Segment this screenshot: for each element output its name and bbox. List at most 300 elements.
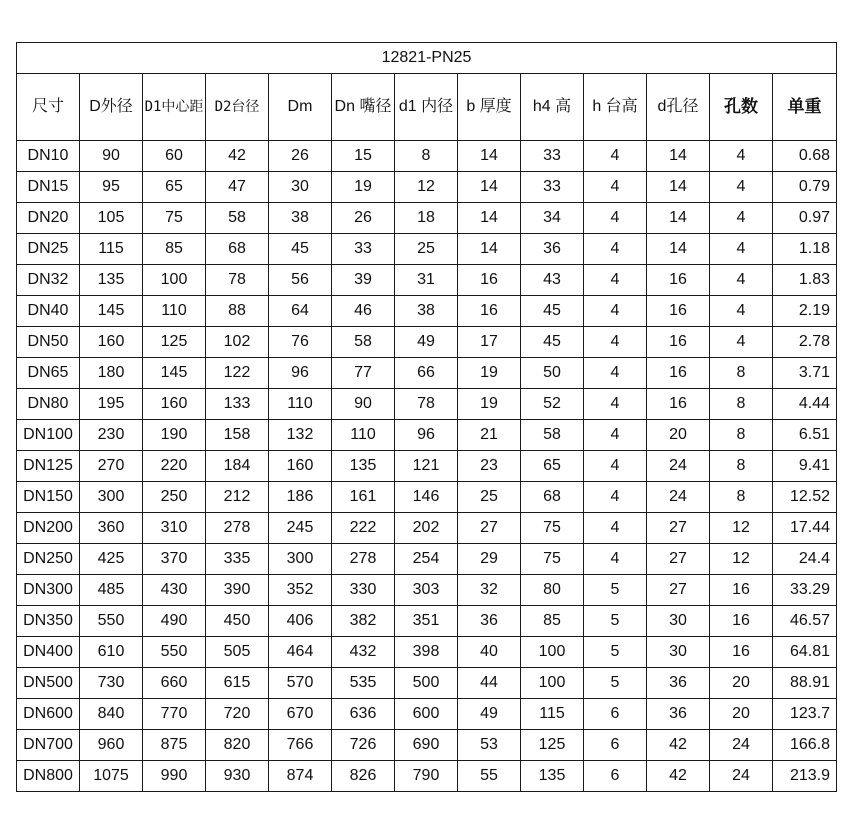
cell-inner-diameter: 78	[395, 389, 458, 420]
cell-unit-weight: 2.78	[773, 327, 837, 358]
cell-bolt-circle: 125	[143, 327, 206, 358]
cell-bolt-hole-diameter: 30	[647, 606, 710, 637]
cell-hole-count: 16	[710, 637, 773, 668]
cell-dm: 30	[269, 172, 332, 203]
table-row	[17, 544, 837, 575]
cell-neck-diameter: 636	[332, 699, 395, 730]
cell-thickness: 40	[458, 637, 521, 668]
cell-raised-face-diameter: 88	[206, 296, 269, 327]
cell-face-height: 5	[584, 668, 647, 699]
header-raised-face-diameter: D2台径	[206, 74, 269, 141]
cell-dm: 874	[269, 761, 332, 792]
cell-face-height: 4	[584, 482, 647, 513]
cell-bolt-hole-diameter: 16	[647, 358, 710, 389]
cell-face-height: 4	[584, 203, 647, 234]
cell-size: DN400	[17, 637, 80, 668]
cell-bolt-hole-diameter: 14	[647, 141, 710, 172]
cell-bolt-hole-diameter: 14	[647, 203, 710, 234]
cell-thickness: 19	[458, 389, 521, 420]
cell-unit-weight: 33.29	[773, 575, 837, 606]
cell-size: DN700	[17, 730, 80, 761]
cell-size: DN20	[17, 203, 80, 234]
cell-face-height: 4	[584, 327, 647, 358]
cell-size: DN150	[17, 482, 80, 513]
table-title-row	[17, 43, 837, 74]
cell-face-height: 5	[584, 575, 647, 606]
cell-hole-count: 8	[710, 451, 773, 482]
cell-bolt-circle: 60	[143, 141, 206, 172]
cell-outer-diameter: 840	[80, 699, 143, 730]
cell-raised-face-diameter: 42	[206, 141, 269, 172]
cell-hole-count: 24	[710, 730, 773, 761]
cell-bolt-circle: 220	[143, 451, 206, 482]
cell-neck-diameter: 826	[332, 761, 395, 792]
cell-thickness: 16	[458, 296, 521, 327]
cell-raised-face-diameter: 820	[206, 730, 269, 761]
cell-h4-height: 52	[521, 389, 584, 420]
cell-size: DN300	[17, 575, 80, 606]
cell-bolt-circle: 250	[143, 482, 206, 513]
cell-outer-diameter: 960	[80, 730, 143, 761]
cell-outer-diameter: 485	[80, 575, 143, 606]
cell-neck-diameter: 33	[332, 234, 395, 265]
cell-dm: 352	[269, 575, 332, 606]
cell-raised-face-diameter: 68	[206, 234, 269, 265]
cell-dm: 38	[269, 203, 332, 234]
table-row	[17, 389, 837, 420]
cell-size: DN350	[17, 606, 80, 637]
cell-inner-diameter: 500	[395, 668, 458, 699]
cell-thickness: 27	[458, 513, 521, 544]
cell-bolt-circle: 65	[143, 172, 206, 203]
table-row	[17, 420, 837, 451]
cell-dm: 300	[269, 544, 332, 575]
cell-face-height: 5	[584, 637, 647, 668]
flange-spec-table-container	[16, 42, 836, 792]
cell-bolt-circle: 875	[143, 730, 206, 761]
cell-hole-count: 8	[710, 358, 773, 389]
cell-thickness: 32	[458, 575, 521, 606]
header-bolt-circle: D1中心距	[143, 74, 206, 141]
cell-dm: 670	[269, 699, 332, 730]
cell-outer-diameter: 360	[80, 513, 143, 544]
header-neck-diameter: Dn 嘴径	[332, 74, 395, 141]
cell-bolt-hole-diameter: 16	[647, 389, 710, 420]
cell-thickness: 36	[458, 606, 521, 637]
cell-h4-height: 115	[521, 699, 584, 730]
header-h4-height: h4 高	[521, 74, 584, 141]
cell-bolt-hole-diameter: 16	[647, 327, 710, 358]
cell-unit-weight: 12.52	[773, 482, 837, 513]
cell-inner-diameter: 31	[395, 265, 458, 296]
cell-face-height: 4	[584, 265, 647, 296]
cell-unit-weight: 2.19	[773, 296, 837, 327]
cell-unit-weight: 17.44	[773, 513, 837, 544]
cell-neck-diameter: 330	[332, 575, 395, 606]
table-row	[17, 451, 837, 482]
cell-neck-diameter: 90	[332, 389, 395, 420]
cell-unit-weight: 24.4	[773, 544, 837, 575]
cell-inner-diameter: 254	[395, 544, 458, 575]
cell-size: DN10	[17, 141, 80, 172]
cell-unit-weight: 123.7	[773, 699, 837, 730]
cell-inner-diameter: 202	[395, 513, 458, 544]
cell-neck-diameter: 222	[332, 513, 395, 544]
cell-unit-weight: 0.97	[773, 203, 837, 234]
header-thickness: b 厚度	[458, 74, 521, 141]
header-unit-weight: 单重	[773, 74, 837, 141]
cell-h4-height: 68	[521, 482, 584, 513]
cell-hole-count: 12	[710, 544, 773, 575]
cell-neck-diameter: 26	[332, 203, 395, 234]
cell-inner-diameter: 790	[395, 761, 458, 792]
cell-h4-height: 33	[521, 141, 584, 172]
cell-hole-count: 8	[710, 389, 773, 420]
cell-raised-face-diameter: 615	[206, 668, 269, 699]
cell-outer-diameter: 550	[80, 606, 143, 637]
cell-bolt-circle: 85	[143, 234, 206, 265]
cell-dm: 64	[269, 296, 332, 327]
cell-outer-diameter: 1075	[80, 761, 143, 792]
table-row	[17, 265, 837, 296]
cell-size: DN50	[17, 327, 80, 358]
cell-unit-weight: 3.71	[773, 358, 837, 389]
cell-unit-weight: 46.57	[773, 606, 837, 637]
table-row	[17, 234, 837, 265]
header-bolt-hole-diameter: d孔径	[647, 74, 710, 141]
cell-bolt-circle: 75	[143, 203, 206, 234]
cell-h4-height: 43	[521, 265, 584, 296]
cell-inner-diameter: 121	[395, 451, 458, 482]
table-row	[17, 203, 837, 234]
cell-hole-count: 16	[710, 606, 773, 637]
cell-dm: 96	[269, 358, 332, 389]
cell-thickness: 29	[458, 544, 521, 575]
cell-inner-diameter: 66	[395, 358, 458, 389]
cell-size: DN600	[17, 699, 80, 730]
cell-hole-count: 8	[710, 482, 773, 513]
cell-thickness: 14	[458, 234, 521, 265]
cell-size: DN250	[17, 544, 80, 575]
cell-inner-diameter: 18	[395, 203, 458, 234]
cell-outer-diameter: 230	[80, 420, 143, 451]
cell-size: DN125	[17, 451, 80, 482]
cell-hole-count: 4	[710, 203, 773, 234]
cell-face-height: 4	[584, 172, 647, 203]
cell-thickness: 14	[458, 172, 521, 203]
cell-bolt-circle: 660	[143, 668, 206, 699]
cell-face-height: 4	[584, 420, 647, 451]
cell-dm: 110	[269, 389, 332, 420]
cell-bolt-hole-diameter: 14	[647, 234, 710, 265]
cell-inner-diameter: 8	[395, 141, 458, 172]
cell-thickness: 25	[458, 482, 521, 513]
cell-unit-weight: 0.79	[773, 172, 837, 203]
cell-bolt-circle: 190	[143, 420, 206, 451]
cell-neck-diameter: 135	[332, 451, 395, 482]
table-row	[17, 141, 837, 172]
cell-raised-face-diameter: 930	[206, 761, 269, 792]
cell-outer-diameter: 135	[80, 265, 143, 296]
cell-raised-face-diameter: 78	[206, 265, 269, 296]
cell-dm: 26	[269, 141, 332, 172]
cell-outer-diameter: 300	[80, 482, 143, 513]
cell-bolt-hole-diameter: 42	[647, 730, 710, 761]
cell-dm: 45	[269, 234, 332, 265]
cell-hole-count: 4	[710, 296, 773, 327]
header-size: 尺寸	[17, 74, 80, 141]
cell-size: DN65	[17, 358, 80, 389]
cell-face-height: 6	[584, 699, 647, 730]
table-row	[17, 761, 837, 792]
cell-dm: 186	[269, 482, 332, 513]
cell-hole-count: 4	[710, 327, 773, 358]
table-row	[17, 575, 837, 606]
cell-h4-height: 65	[521, 451, 584, 482]
cell-h4-height: 85	[521, 606, 584, 637]
cell-unit-weight: 88.91	[773, 668, 837, 699]
cell-inner-diameter: 12	[395, 172, 458, 203]
cell-bolt-hole-diameter: 36	[647, 699, 710, 730]
cell-bolt-hole-diameter: 42	[647, 761, 710, 792]
cell-neck-diameter: 58	[332, 327, 395, 358]
cell-inner-diameter: 351	[395, 606, 458, 637]
cell-h4-height: 80	[521, 575, 584, 606]
cell-h4-height: 125	[521, 730, 584, 761]
table-title: 12821-PN25	[17, 43, 837, 74]
cell-thickness: 55	[458, 761, 521, 792]
table-row	[17, 172, 837, 203]
cell-neck-diameter: 39	[332, 265, 395, 296]
cell-outer-diameter: 160	[80, 327, 143, 358]
cell-raised-face-diameter: 58	[206, 203, 269, 234]
cell-neck-diameter: 15	[332, 141, 395, 172]
cell-bolt-hole-diameter: 16	[647, 265, 710, 296]
cell-unit-weight: 1.83	[773, 265, 837, 296]
cell-h4-height: 33	[521, 172, 584, 203]
cell-bolt-circle: 430	[143, 575, 206, 606]
cell-inner-diameter: 146	[395, 482, 458, 513]
cell-h4-height: 75	[521, 544, 584, 575]
cell-bolt-circle: 990	[143, 761, 206, 792]
cell-thickness: 53	[458, 730, 521, 761]
table-row	[17, 699, 837, 730]
cell-face-height: 5	[584, 606, 647, 637]
cell-thickness: 14	[458, 141, 521, 172]
cell-bolt-circle: 100	[143, 265, 206, 296]
cell-h4-height: 135	[521, 761, 584, 792]
cell-thickness: 19	[458, 358, 521, 389]
cell-inner-diameter: 303	[395, 575, 458, 606]
cell-size: DN800	[17, 761, 80, 792]
cell-bolt-hole-diameter: 30	[647, 637, 710, 668]
cell-dm: 464	[269, 637, 332, 668]
cell-bolt-circle: 110	[143, 296, 206, 327]
cell-face-height: 4	[584, 544, 647, 575]
cell-size: DN15	[17, 172, 80, 203]
cell-hole-count: 16	[710, 575, 773, 606]
cell-size: DN200	[17, 513, 80, 544]
cell-bolt-circle: 550	[143, 637, 206, 668]
cell-outer-diameter: 425	[80, 544, 143, 575]
cell-h4-height: 34	[521, 203, 584, 234]
cell-thickness: 17	[458, 327, 521, 358]
flange-spec-table	[16, 42, 837, 792]
cell-bolt-circle: 310	[143, 513, 206, 544]
cell-unit-weight: 64.81	[773, 637, 837, 668]
cell-size: DN40	[17, 296, 80, 327]
cell-outer-diameter: 730	[80, 668, 143, 699]
cell-hole-count: 20	[710, 668, 773, 699]
cell-raised-face-diameter: 158	[206, 420, 269, 451]
cell-size: DN32	[17, 265, 80, 296]
cell-dm: 160	[269, 451, 332, 482]
cell-outer-diameter: 180	[80, 358, 143, 389]
cell-thickness: 49	[458, 699, 521, 730]
cell-neck-diameter: 726	[332, 730, 395, 761]
table-row	[17, 358, 837, 389]
cell-outer-diameter: 610	[80, 637, 143, 668]
cell-size: DN500	[17, 668, 80, 699]
cell-inner-diameter: 96	[395, 420, 458, 451]
cell-hole-count: 4	[710, 172, 773, 203]
cell-bolt-hole-diameter: 16	[647, 296, 710, 327]
cell-h4-height: 75	[521, 513, 584, 544]
cell-unit-weight: 213.9	[773, 761, 837, 792]
cell-neck-diameter: 535	[332, 668, 395, 699]
header-hole-count: 孔数	[710, 74, 773, 141]
cell-hole-count: 24	[710, 761, 773, 792]
cell-unit-weight: 9.41	[773, 451, 837, 482]
cell-outer-diameter: 115	[80, 234, 143, 265]
cell-outer-diameter: 145	[80, 296, 143, 327]
cell-bolt-circle: 770	[143, 699, 206, 730]
cell-hole-count: 4	[710, 141, 773, 172]
cell-raised-face-diameter: 102	[206, 327, 269, 358]
cell-h4-height: 45	[521, 327, 584, 358]
cell-dm: 76	[269, 327, 332, 358]
cell-thickness: 44	[458, 668, 521, 699]
cell-raised-face-diameter: 720	[206, 699, 269, 730]
cell-raised-face-diameter: 122	[206, 358, 269, 389]
cell-inner-diameter: 25	[395, 234, 458, 265]
cell-dm: 245	[269, 513, 332, 544]
cell-neck-diameter: 161	[332, 482, 395, 513]
cell-bolt-hole-diameter: 24	[647, 482, 710, 513]
cell-bolt-hole-diameter: 36	[647, 668, 710, 699]
header-outer-diameter: D外径	[80, 74, 143, 141]
cell-hole-count: 20	[710, 699, 773, 730]
table-row	[17, 637, 837, 668]
cell-face-height: 4	[584, 296, 647, 327]
cell-raised-face-diameter: 390	[206, 575, 269, 606]
header-face-height: h 台高	[584, 74, 647, 141]
table-row	[17, 296, 837, 327]
cell-unit-weight: 166.8	[773, 730, 837, 761]
cell-outer-diameter: 90	[80, 141, 143, 172]
cell-face-height: 4	[584, 451, 647, 482]
cell-neck-diameter: 110	[332, 420, 395, 451]
cell-raised-face-diameter: 212	[206, 482, 269, 513]
cell-outer-diameter: 95	[80, 172, 143, 203]
cell-inner-diameter: 600	[395, 699, 458, 730]
cell-neck-diameter: 382	[332, 606, 395, 637]
cell-face-height: 6	[584, 730, 647, 761]
cell-h4-height: 100	[521, 668, 584, 699]
cell-dm: 766	[269, 730, 332, 761]
cell-neck-diameter: 46	[332, 296, 395, 327]
cell-neck-diameter: 19	[332, 172, 395, 203]
cell-raised-face-diameter: 184	[206, 451, 269, 482]
cell-inner-diameter: 38	[395, 296, 458, 327]
cell-raised-face-diameter: 335	[206, 544, 269, 575]
cell-raised-face-diameter: 133	[206, 389, 269, 420]
header-dm: Dm	[269, 74, 332, 141]
cell-bolt-hole-diameter: 27	[647, 513, 710, 544]
cell-thickness: 21	[458, 420, 521, 451]
cell-face-height: 4	[584, 141, 647, 172]
table-row	[17, 730, 837, 761]
cell-bolt-hole-diameter: 14	[647, 172, 710, 203]
cell-inner-diameter: 398	[395, 637, 458, 668]
cell-inner-diameter: 49	[395, 327, 458, 358]
cell-size: DN100	[17, 420, 80, 451]
cell-raised-face-diameter: 47	[206, 172, 269, 203]
cell-dm: 56	[269, 265, 332, 296]
cell-raised-face-diameter: 278	[206, 513, 269, 544]
table-row	[17, 513, 837, 544]
cell-bolt-hole-diameter: 20	[647, 420, 710, 451]
cell-dm: 570	[269, 668, 332, 699]
cell-hole-count: 12	[710, 513, 773, 544]
cell-h4-height: 58	[521, 420, 584, 451]
cell-face-height: 4	[584, 358, 647, 389]
cell-outer-diameter: 195	[80, 389, 143, 420]
cell-unit-weight: 1.18	[773, 234, 837, 265]
cell-hole-count: 4	[710, 265, 773, 296]
cell-size: DN80	[17, 389, 80, 420]
cell-thickness: 14	[458, 203, 521, 234]
cell-unit-weight: 0.68	[773, 141, 837, 172]
header-inner-diameter: d1 内径	[395, 74, 458, 141]
cell-bolt-circle: 145	[143, 358, 206, 389]
cell-bolt-circle: 370	[143, 544, 206, 575]
cell-inner-diameter: 690	[395, 730, 458, 761]
cell-raised-face-diameter: 450	[206, 606, 269, 637]
cell-h4-height: 100	[521, 637, 584, 668]
cell-h4-height: 36	[521, 234, 584, 265]
cell-unit-weight: 4.44	[773, 389, 837, 420]
cell-h4-height: 45	[521, 296, 584, 327]
cell-neck-diameter: 432	[332, 637, 395, 668]
cell-outer-diameter: 270	[80, 451, 143, 482]
cell-bolt-hole-diameter: 27	[647, 544, 710, 575]
cell-bolt-circle: 160	[143, 389, 206, 420]
cell-neck-diameter: 77	[332, 358, 395, 389]
cell-face-height: 6	[584, 761, 647, 792]
cell-face-height: 4	[584, 234, 647, 265]
cell-face-height: 4	[584, 389, 647, 420]
cell-dm: 406	[269, 606, 332, 637]
cell-bolt-hole-diameter: 27	[647, 575, 710, 606]
cell-bolt-circle: 490	[143, 606, 206, 637]
table-row	[17, 482, 837, 513]
cell-face-height: 4	[584, 513, 647, 544]
cell-bolt-hole-diameter: 24	[647, 451, 710, 482]
table-row	[17, 668, 837, 699]
cell-dm: 132	[269, 420, 332, 451]
table-row	[17, 606, 837, 637]
